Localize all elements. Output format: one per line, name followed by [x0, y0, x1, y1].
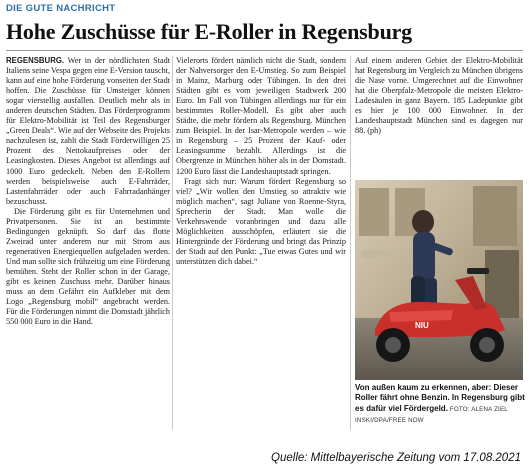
paragraph — [6, 56, 170, 207]
scooter-photo — [355, 180, 523, 380]
paragraph: Auf einem anderen Gebiet der Elektro-Mobilität hat Regensburg im Vergleich zu München übrigens die Nase vorne. Umgerechnet auf die Einwohner hat die Oberpfalz-Metropole die meisten Elektro-Ladesäulen in ganz Bayern. 185 Ladepunkte gibt es hier je 100 000 Einwohner. In der Landeshauptstadt München sind es dagegen nur 88. (ph) — [355, 56, 523, 136]
dateline: REGENSBURG. — [6, 56, 65, 65]
paragraph: Die Förderung gibt es für Unternehmen und Privatpersonen. Sie ist an bestimmte Bedingungen geknüpft. So darf das flotte Zweirad unter anderem nur mit Strom aus regenerativen Energiequellen aufgeladen werden. Und man sollte sich frühzeitig um eine Förderung bemühen. Steht der Roller schon in der Garage, gibt es keinen Zuschuss mehr. Darüber hinaus muss an dem Gefährt ein Aufkleber mit dem Logo „Regensburg mobil“ angebracht werden. Für die Förderungen nimmt die Domstadt jährlich 550 000 Euro in die Hand. — [6, 206, 170, 327]
article-column-2 — [176, 56, 346, 267]
paragraph: Fragt sich nur: Warum fördert Regensburg so viel? „Wir wollen den Umstieg so attraktiv wie möglich machen“, sagt Juliane von Roenne-Styra, Sprecherin der Stadt. Man wolle die Verkehrswende voranbringen und dazu alle Möglichkeiten ausschöpfen, erläutert sie die Hintergründe der Förderung und bringt das Prinzip der Stadt auf den Punkt: „Tue etwas Gutes und wir unterstützen dich dabei.“ — [176, 176, 346, 266]
column-divider — [172, 56, 173, 430]
article-column-3 — [355, 56, 523, 136]
photo-caption — [355, 383, 525, 427]
scooter-illustration — [355, 180, 523, 380]
paragraph: Vielerorts fördert nämlich nicht die Stadt, sondern der Nahversorger den E-Umstieg. So zum Beispiel in Mainz, Marburg oder Tübingen. In den drei Städten gibt es vom jeweiligen Stadtwerk 200 Euro. Im Fall von Tübingen allerdings nur für ein bestimmtes Roller-Modell. Es gibt aber auch Städte, die mehr fördern als Regensburg. München zum Beispiel. In der Isar-Metropole werden – wie in Regensburg – 25 Prozent der Kauf- oder Leasingsumme bezahlt. Allerdings ist die Obergrenze in München höher als in der Domstadt. 1200 Euro lässt die Landeshauptstadt springen. — [176, 56, 346, 176]
caption-text: Von außen kaum zu erkennen, aber: Dieser Roller fährt ohne Benzin. In Regensburg gibt es dafür viel Fördergeld. — [355, 383, 525, 413]
column-divider — [350, 56, 351, 430]
article-column-1 — [6, 56, 170, 327]
paragraph-text: Wer in der nördlichsten Stadt Italiens seine Vespa gegen eine E-Version tauscht, kann auf eine hohe Förderung vonseiten der Stadt hoffen. Die Zuschüsse für Umsteiger können sogar vierstellig ausfallen. Deutlich mehr als in anderen deutschen Städten. Das Förderprogramm für Elektro-Mobilität ist Teil des Regensburger „Green Deals“. Wie auf der Webseite des Projekts nachzulesen ist, zahlt die Stadt Förderwilligen 25 Prozent des Nettokaufpreises oder der Leasingkosten. Dieses Angebot ist allerdings auf 1000 Euro gedeckelt. Neben den E-Rollern werden beispielsweise auch E-Fahrräder, Lastenfahrräder oder auch Fahrradanhänger bezuschusst. — [6, 56, 170, 206]
headline: Hohe Zuschüsse für E-Roller in Regensburg — [6, 19, 412, 44]
headline-rule — [6, 50, 523, 51]
source-line: Quelle: Mittelbayerische Zeitung vom 17.08.2021 — [271, 452, 521, 464]
scooter-brand-label: NIU — [415, 321, 429, 330]
kicker-label: DIE GUTE NACHRICHT — [6, 3, 116, 14]
photo-credit: FOTO: ALENA ZIEL INSKI/DPA/FREE NOW — [355, 405, 508, 425]
